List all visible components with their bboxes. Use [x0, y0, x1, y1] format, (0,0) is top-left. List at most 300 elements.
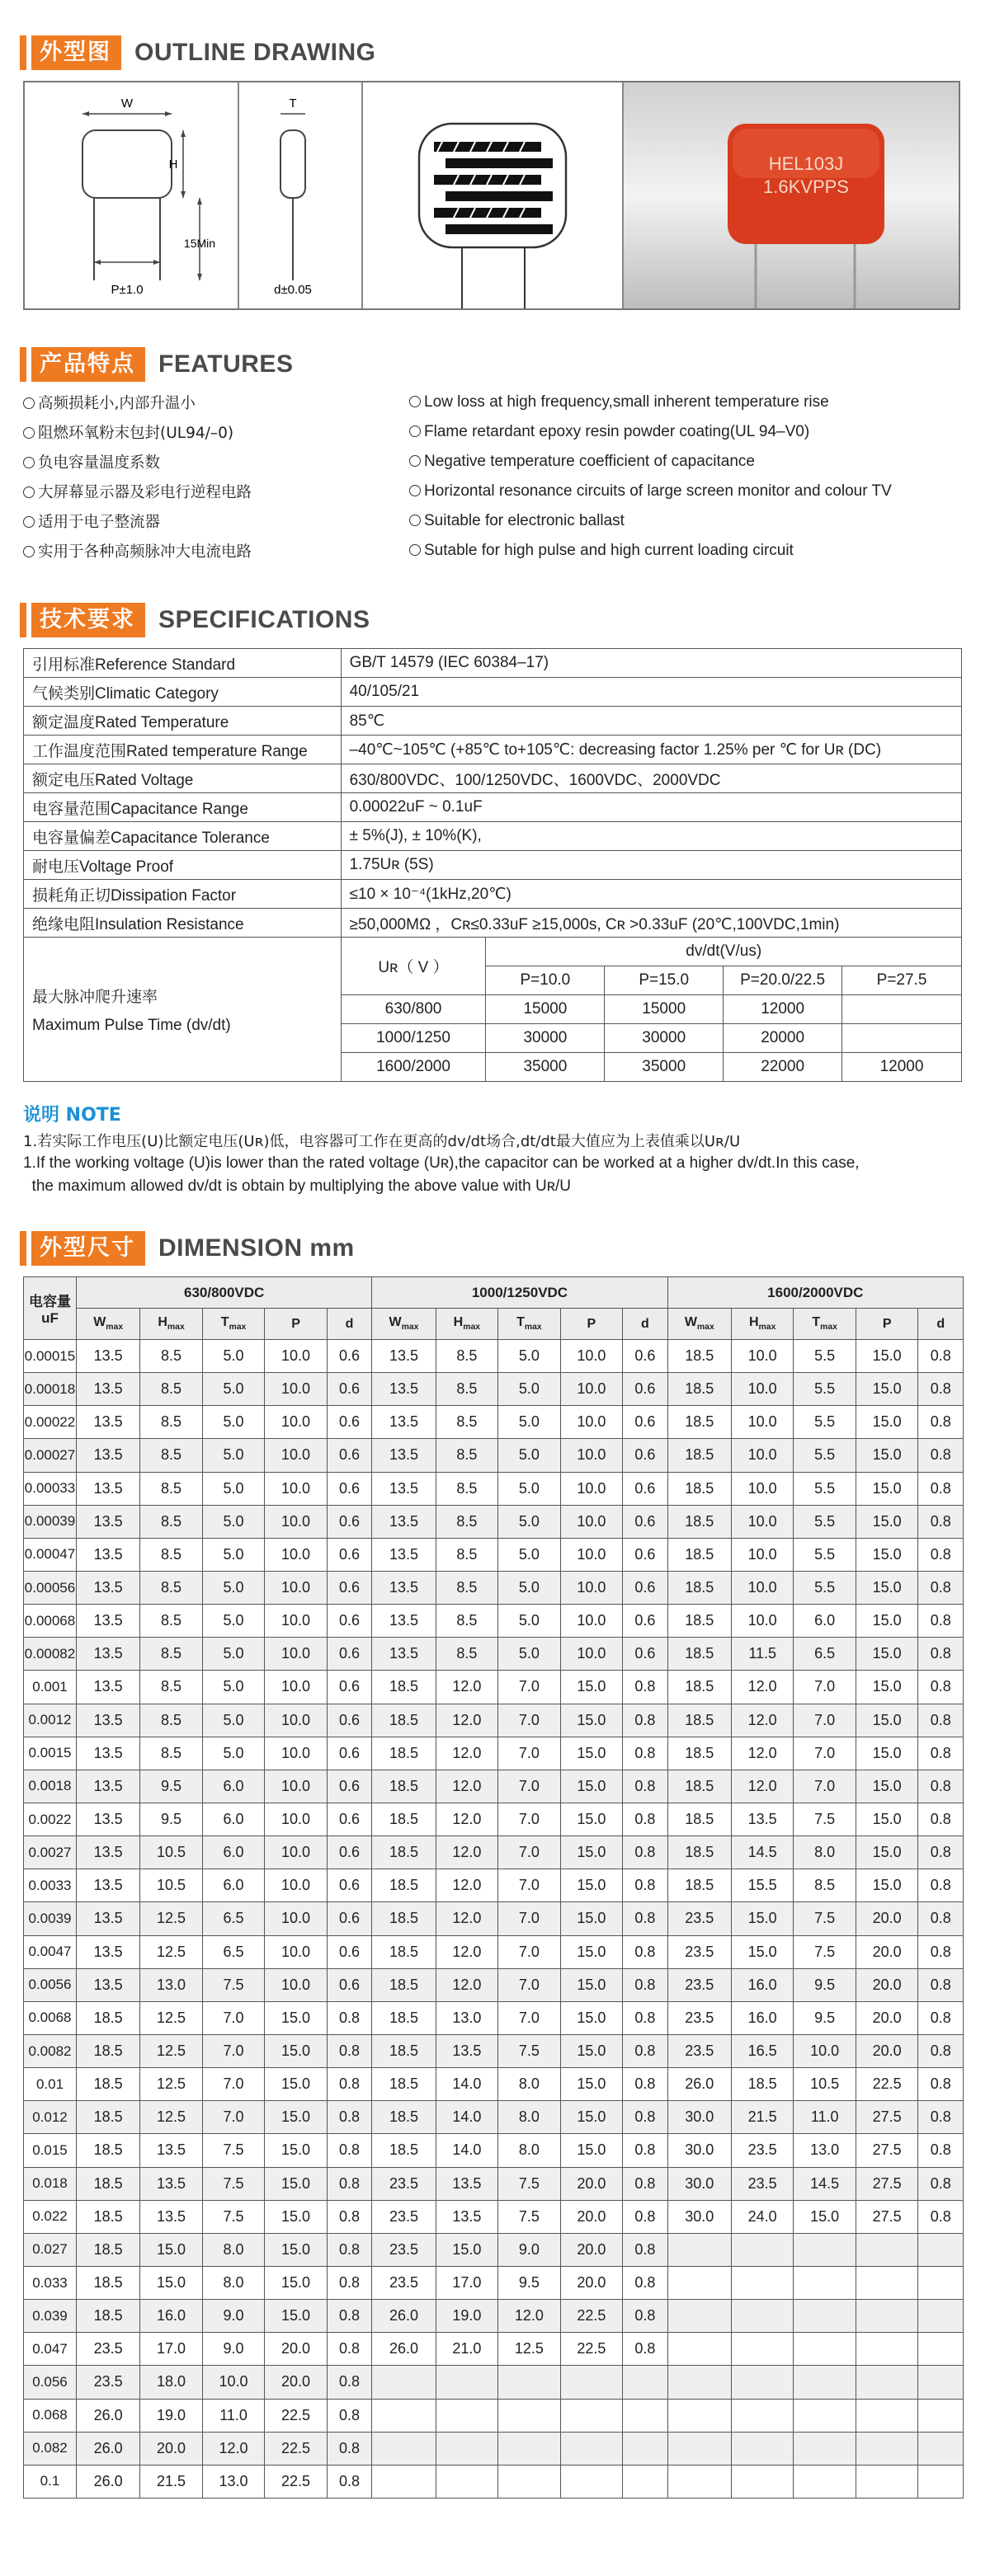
- dim-cell: 10.0: [202, 2366, 265, 2399]
- dim-cell: 22.5: [560, 2333, 623, 2366]
- dim-cell: 0.6: [327, 1836, 372, 1869]
- capacitance-cell: 0.00047: [24, 1538, 77, 1571]
- dim-cell: 15.0: [560, 2101, 623, 2134]
- dim-cell: 10.0: [265, 1605, 328, 1638]
- dim-cell: 8.5: [140, 1605, 203, 1638]
- dim-cell: 0.6: [623, 1571, 668, 1604]
- ur-value: 1000/1250: [341, 1024, 486, 1053]
- dim-cell: 7.0: [498, 1704, 561, 1737]
- dim-cell: 0.8: [623, 2167, 668, 2200]
- dim-cell: [731, 2399, 794, 2432]
- dim-cell: 13.5: [77, 1505, 140, 1538]
- dim-cell: 15.0: [560, 2134, 623, 2167]
- voltage-group-head: 630/800VDC: [77, 1277, 372, 1309]
- dim-cell: [856, 2300, 918, 2333]
- table-row: [24, 2366, 964, 2399]
- side-view-drawing: [239, 82, 363, 308]
- dim-cell: 20.0: [560, 2200, 623, 2233]
- dim-cell: 16.0: [731, 1968, 794, 2001]
- spec-label: 损耗角正切Dissipation Factor: [24, 880, 342, 909]
- bullet-circle-icon: [23, 487, 35, 498]
- dim-cell: 0.6: [623, 1505, 668, 1538]
- table-row: [24, 1836, 964, 1869]
- dim-cell: 0.8: [623, 1968, 668, 2001]
- dvdt-value: [842, 995, 962, 1024]
- dim-cell: 10.0: [265, 1406, 328, 1439]
- dim-cell: 0.6: [327, 1538, 372, 1571]
- dim-cell: 7.0: [794, 1704, 856, 1737]
- capacitance-cell: 0.00068: [24, 1605, 77, 1638]
- dim-cell: 13.5: [140, 2200, 203, 2233]
- dim-cell: 7.0: [202, 2068, 265, 2101]
- spec-row: [24, 649, 962, 678]
- dim-cell: [731, 2233, 794, 2266]
- dim-cell: 18.5: [667, 1704, 731, 1737]
- dim-cell: 15.0: [856, 1605, 918, 1638]
- dim-cell: 0.8: [327, 2432, 372, 2465]
- dvdt-value: 15000: [605, 995, 724, 1024]
- feature-row: [23, 506, 964, 536]
- capacitance-cell: 0.00033: [24, 1472, 77, 1505]
- feature-cn: [23, 421, 409, 443]
- dim-cell: 20.0: [265, 2333, 328, 2366]
- spec-value: 0.00022uF ~ 0.1uF: [341, 793, 961, 822]
- dim-cell: 8.5: [436, 1340, 498, 1373]
- dim-cell: 13.5: [77, 1737, 140, 1770]
- bullet-circle-icon: [23, 427, 35, 439]
- dim-cell: 12.5: [140, 1902, 203, 1935]
- table-row: [24, 1571, 964, 1604]
- dim-cell: 0.8: [918, 2200, 964, 2233]
- dim-cell: 10.0: [560, 1439, 623, 1472]
- dim-cell: 21.5: [140, 2465, 203, 2498]
- dim-cell: 0.6: [623, 1406, 668, 1439]
- spec-label: 气候类别Climatic Category: [24, 678, 342, 707]
- spec-value: 1.75Uʀ (5S): [341, 851, 961, 880]
- dim-cell: 13.5: [77, 1869, 140, 1902]
- spec-label: 工作温度范围Rated temperature Range: [24, 736, 342, 764]
- dim-cell: 0.6: [327, 1605, 372, 1638]
- note-line-cn: 1.若实际工作电压(U)比额定电压(Uʀ)低，电容器可工作在更高的dv/dt场合,dt/dt最大值应为上表值乘以Uʀ/U: [23, 1133, 741, 1150]
- dim-cell: 13.5: [77, 1935, 140, 1968]
- dim-cell: 13.5: [77, 1638, 140, 1671]
- dim-cell: 8.5: [436, 1373, 498, 1406]
- dim-col-head: d: [327, 1309, 372, 1340]
- feature-cn: [23, 540, 409, 562]
- dim-cell: 12.0: [436, 1770, 498, 1803]
- dim-cell: [667, 2333, 731, 2366]
- dim-cell: 5.0: [202, 1737, 265, 1770]
- feature-row: [23, 536, 964, 566]
- dim-cell: 23.5: [731, 2134, 794, 2167]
- front-view-drawing: [25, 82, 239, 308]
- dim-cell: 0.8: [918, 1968, 964, 2001]
- dim-cell: 15.0: [560, 2068, 623, 2101]
- spec-value: GB/T 14579 (IEC 60384–17): [341, 649, 961, 678]
- table-row: [24, 2134, 964, 2167]
- dim-cell: 23.5: [667, 1968, 731, 2001]
- dim-cell: [856, 2233, 918, 2266]
- bullet-circle-icon: [409, 455, 421, 467]
- dim-cell: 0.8: [623, 1902, 668, 1935]
- capacitance-cell: 0.047: [24, 2333, 77, 2366]
- dim-cell: 5.0: [202, 1472, 265, 1505]
- dim-cell: 21.5: [731, 2101, 794, 2134]
- dim-col-sub: max: [696, 1323, 714, 1333]
- dim-col-letter: W: [93, 1315, 106, 1330]
- capacitance-cell: 0.00015: [24, 1340, 77, 1373]
- dim-cell: [436, 2366, 498, 2399]
- table-row: [24, 2101, 964, 2134]
- dim-col-letter: W: [389, 1315, 402, 1330]
- capacitance-cell: 0.00027: [24, 1439, 77, 1472]
- dim-cell: 12.0: [436, 1836, 498, 1869]
- dim-cell: 8.5: [140, 1671, 203, 1704]
- dim-col-letter: H: [158, 1315, 167, 1330]
- spec-value: ≤10 × 10⁻⁴(1kHz,20℃): [341, 880, 961, 909]
- dim-cell: 13.5: [77, 1968, 140, 2001]
- table-row: [24, 1406, 964, 1439]
- dim-cell: 10.0: [265, 1803, 328, 1836]
- dim-cell: 18.5: [372, 2134, 436, 2167]
- ur-value: 1600/2000: [341, 1053, 486, 1082]
- dvdt-value: 35000: [486, 1053, 605, 1082]
- dim-cell: 18.5: [667, 1439, 731, 1472]
- table-row: [24, 2266, 964, 2299]
- dim-cell: 0.8: [623, 2068, 668, 2101]
- dim-col-sub: max: [106, 1323, 124, 1333]
- dim-cell: 14.0: [436, 2101, 498, 2134]
- pulse-label: [24, 938, 342, 1082]
- feature-en: [409, 393, 964, 411]
- bullet-circle-icon: [23, 546, 35, 557]
- dvdt-value: 20000: [724, 1024, 842, 1053]
- dim-cell: 8.5: [140, 1373, 203, 1406]
- dim-cell: [794, 2333, 856, 2366]
- header-accent-bar: [20, 603, 26, 637]
- dim-cell: [623, 2465, 668, 2498]
- dim-cell: 12.0: [436, 1671, 498, 1704]
- dim-cell: 0.8: [918, 2101, 964, 2134]
- dim-cell: 10.0: [265, 1505, 328, 1538]
- dim-cell: [794, 2432, 856, 2465]
- dim-cell: 8.0: [498, 2068, 561, 2101]
- dim-cell: 13.0: [794, 2134, 856, 2167]
- dim-cell: 15.5: [731, 1869, 794, 1902]
- dim-cell: 0.8: [918, 1439, 964, 1472]
- dim-cell: 15.0: [856, 1836, 918, 1869]
- dim-cell: 22.5: [560, 2300, 623, 2333]
- feature-cn-text: 阻燃环氧粉末包封(UL94/–0): [38, 425, 234, 442]
- dim-col-letter: H: [748, 1315, 759, 1330]
- spec-label: 绝缘电阻Insulation Resistance: [24, 909, 342, 938]
- dim-cell: [667, 2432, 731, 2465]
- dim-cell: 0.8: [918, 1373, 964, 1406]
- dim-cell: 7.0: [498, 1803, 561, 1836]
- dim-cell: 8.0: [498, 2134, 561, 2167]
- dim-cell: 0.8: [327, 2233, 372, 2266]
- dim-cell: 10.0: [560, 1505, 623, 1538]
- dim-col-head: [202, 1309, 265, 1340]
- dim-cell: 18.5: [372, 1968, 436, 2001]
- dim-cell: 0.8: [918, 1472, 964, 1505]
- dim-col-head: P: [560, 1309, 623, 1340]
- dim-cell: [731, 2266, 794, 2299]
- dim-cell: [731, 2432, 794, 2465]
- dim-cell: 13.5: [77, 1439, 140, 1472]
- dim-cell: 22.5: [265, 2432, 328, 2465]
- dim-col-head: [140, 1309, 203, 1340]
- dim-cell: 20.0: [856, 2034, 918, 2067]
- dim-cell: 30.0: [667, 2134, 731, 2167]
- capacitance-cell: 0.068: [24, 2399, 77, 2432]
- dim-cell: 18.5: [372, 1704, 436, 1737]
- dim-cell: 0.8: [918, 1803, 964, 1836]
- dim-cell: 15.0: [265, 2034, 328, 2067]
- h-label: H: [168, 157, 178, 172]
- capacitance-cell: 0.0068: [24, 2001, 77, 2034]
- dim-col-letter: W: [684, 1315, 697, 1330]
- dim-cell: 12.0: [498, 2300, 561, 2333]
- dim-cell: 21.0: [436, 2333, 498, 2366]
- dim-cell: 8.5: [436, 1571, 498, 1604]
- t-label: T: [289, 96, 297, 110]
- dim-cell: 10.0: [265, 1340, 328, 1373]
- feature-row: [23, 477, 964, 506]
- dim-col-sub: max: [758, 1323, 776, 1333]
- dim-cell: 15.0: [560, 1968, 623, 2001]
- dim-cell: 0.8: [918, 1935, 964, 1968]
- dimension-header-en: DIMENSION mm: [158, 1234, 355, 1262]
- table-row: [24, 1902, 964, 1935]
- capacitance-cell: 0.033: [24, 2266, 77, 2299]
- dim-cell: 10.5: [794, 2068, 856, 2101]
- pulse-row: [24, 938, 962, 966]
- dim-cell: 13.5: [77, 1803, 140, 1836]
- dim-cell: [918, 2465, 964, 2498]
- table-row: [24, 2233, 964, 2266]
- dim-col-head: [667, 1309, 731, 1340]
- dim-cell: 18.5: [667, 1571, 731, 1604]
- dim-cell: 0.6: [327, 1373, 372, 1406]
- capacitance-cell: 0.012: [24, 2101, 77, 2134]
- dim-cell: 12.0: [731, 1704, 794, 1737]
- dimension-header-cn: 外型尺寸: [31, 1231, 145, 1266]
- dim-cell: 8.5: [436, 1605, 498, 1638]
- dim-cell: 0.6: [327, 1935, 372, 1968]
- dim-cell: 8.5: [140, 1704, 203, 1737]
- dim-cell: 0.8: [918, 1638, 964, 1671]
- dim-cell: 7.0: [498, 2001, 561, 2034]
- dim-cell: 0.8: [918, 1737, 964, 1770]
- dim-col-sub: max: [167, 1323, 185, 1333]
- dim-cell: 5.0: [202, 1538, 265, 1571]
- dim-cell: 18.5: [667, 1638, 731, 1671]
- dim-cell: 15.0: [856, 1869, 918, 1902]
- feature-en-text: Low loss at high frequency,small inherent temperature rise: [424, 393, 829, 411]
- dim-cell: 0.6: [327, 1803, 372, 1836]
- dim-cell: 13.5: [436, 2034, 498, 2067]
- dim-col-head: [372, 1309, 436, 1340]
- dim-cell: 30.0: [667, 2167, 731, 2200]
- bullet-circle-icon: [409, 515, 421, 526]
- dim-cell: 8.5: [140, 1472, 203, 1505]
- dim-cell: [794, 2300, 856, 2333]
- capacitance-cell: 0.00018: [24, 1373, 77, 1406]
- specs-header-en: SPECIFICATIONS: [158, 606, 370, 633]
- dim-cell: 0.8: [327, 2266, 372, 2299]
- dim-cell: 6.0: [202, 1836, 265, 1869]
- table-row: [24, 1737, 964, 1770]
- dim-cell: 0.8: [918, 2068, 964, 2101]
- dim-cell: 6.0: [202, 1803, 265, 1836]
- dim-cell: 10.0: [265, 1538, 328, 1571]
- dim-cell: 7.5: [498, 2167, 561, 2200]
- capacitance-cell: 0.00082: [24, 1638, 77, 1671]
- dim-col-sub: max: [524, 1323, 542, 1333]
- dim-cell: 15.0: [140, 2266, 203, 2299]
- dim-cell: [856, 2333, 918, 2366]
- dim-cell: 23.5: [372, 2167, 436, 2200]
- table-row: [24, 2034, 964, 2067]
- dim-cell: 10.0: [265, 1737, 328, 1770]
- dim-cell: 26.0: [77, 2465, 140, 2498]
- dim-cell: 10.0: [265, 1472, 328, 1505]
- dim-cell: 9.5: [140, 1803, 203, 1836]
- dim-cell: 12.0: [436, 1803, 498, 1836]
- dim-cell: [372, 2465, 436, 2498]
- dim-cell: 9.5: [498, 2266, 561, 2299]
- internal-structure-svg: [363, 82, 622, 308]
- dim-col-head: [794, 1309, 856, 1340]
- table-row: [24, 2200, 964, 2233]
- dim-cell: 10.0: [560, 1638, 623, 1671]
- capacitance-cell: 0.00056: [24, 1571, 77, 1604]
- photo-text-1: HEL103J: [768, 153, 844, 174]
- dim-cell: 7.0: [498, 1737, 561, 1770]
- dim-col-head: d: [623, 1309, 668, 1340]
- dvdt-value: 30000: [486, 1024, 605, 1053]
- dim-cell: 18.5: [77, 2034, 140, 2067]
- dvdt-value: 35000: [605, 1053, 724, 1082]
- dim-cell: [498, 2465, 561, 2498]
- dvdt-head: dv/dt(V/us): [486, 938, 962, 966]
- capacitance-cell: 0.00022: [24, 1406, 77, 1439]
- capacitance-cell: 0.0027: [24, 1836, 77, 1869]
- dim-cell: 5.0: [202, 1671, 265, 1704]
- pitch-head: P=15.0: [605, 966, 724, 995]
- dim-cell: 18.5: [77, 2068, 140, 2101]
- dim-cell: 0.8: [623, 2034, 668, 2067]
- dim-cell: 15.0: [856, 1803, 918, 1836]
- dim-cell: [731, 2366, 794, 2399]
- dim-cell: [498, 2399, 561, 2432]
- dim-cell: 13.5: [436, 2167, 498, 2200]
- table-row: [24, 1968, 964, 2001]
- dim-cell: 20.0: [560, 2167, 623, 2200]
- dim-cell: 10.5: [140, 1869, 203, 1902]
- dim-cell: 10.0: [731, 1373, 794, 1406]
- dim-col-head: [731, 1309, 794, 1340]
- dim-cell: 9.5: [794, 2001, 856, 2034]
- dim-cell: 15.0: [560, 1902, 623, 1935]
- dvdt-value: 15000: [486, 995, 605, 1024]
- dim-cell: 0.8: [623, 2101, 668, 2134]
- dim-col-head: d: [918, 1309, 964, 1340]
- dim-cell: 10.0: [265, 1968, 328, 2001]
- dim-cell: 0.8: [918, 1340, 964, 1373]
- dim-cell: 0.6: [327, 1704, 372, 1737]
- dim-cell: [731, 2465, 794, 2498]
- pitch-head: P=20.0/22.5: [724, 966, 842, 995]
- dim-cell: 18.5: [77, 2200, 140, 2233]
- dim-cell: 12.0: [436, 1869, 498, 1902]
- dim-cell: 12.5: [140, 2068, 203, 2101]
- dim-cell: 5.5: [794, 1439, 856, 1472]
- dim-cell: [498, 2366, 561, 2399]
- dim-cell: 15.0: [436, 2233, 498, 2266]
- dim-cell: [856, 2399, 918, 2432]
- dim-cell: 0.8: [327, 2399, 372, 2432]
- bullet-circle-icon: [23, 457, 35, 468]
- dim-cell: 13.5: [77, 1770, 140, 1803]
- dim-cell: 12.0: [731, 1770, 794, 1803]
- dim-cell: 9.0: [202, 2333, 265, 2366]
- dim-cell: 8.5: [436, 1472, 498, 1505]
- dim-cell: 0.8: [918, 1704, 964, 1737]
- dim-cell: [372, 2366, 436, 2399]
- dim-cell: 18.5: [372, 2101, 436, 2134]
- dim-cell: 18.5: [667, 1605, 731, 1638]
- dim-cell: 5.0: [498, 1472, 561, 1505]
- dim-cell: 23.5: [667, 2034, 731, 2067]
- dim-cell: 15.0: [856, 1770, 918, 1803]
- dim-cell: 18.5: [372, 1770, 436, 1803]
- dim-cell: 0.6: [327, 1439, 372, 1472]
- dim-cell: 13.5: [77, 1671, 140, 1704]
- dim-cell: 8.5: [140, 1571, 203, 1604]
- dvdt-value: 12000: [842, 1053, 962, 1082]
- capacitance-cell: 0.039: [24, 2300, 77, 2333]
- side-view-svg: [239, 82, 361, 308]
- dim-cell: 26.0: [372, 2333, 436, 2366]
- dim-cell: 14.5: [731, 1836, 794, 1869]
- dim-cell: 6.0: [202, 1869, 265, 1902]
- dim-cell: 27.5: [856, 2134, 918, 2167]
- dim-cell: 16.0: [140, 2300, 203, 2333]
- dim-cell: 5.0: [498, 1638, 561, 1671]
- dim-cell: 10.0: [265, 1704, 328, 1737]
- capacitance-head-unit: uF: [41, 1310, 59, 1326]
- dim-cell: 23.5: [667, 1902, 731, 1935]
- dim-cell: 10.0: [265, 1671, 328, 1704]
- dimension-header: [20, 1230, 355, 1267]
- table-row: [24, 2068, 964, 2101]
- dim-cell: 14.5: [794, 2167, 856, 2200]
- dim-cell: [560, 2399, 623, 2432]
- dim-cell: 7.0: [498, 1836, 561, 1869]
- dim-cell: 23.5: [372, 2200, 436, 2233]
- spec-row: [24, 851, 962, 880]
- table-row: [24, 1671, 964, 1704]
- dim-col-head: [498, 1309, 561, 1340]
- dim-cell: 18.5: [372, 1803, 436, 1836]
- dim-cell: 19.0: [436, 2300, 498, 2333]
- dim-cell: 10.0: [265, 1439, 328, 1472]
- dim-cell: [623, 2432, 668, 2465]
- dim-cell: 10.0: [560, 1340, 623, 1373]
- dim-cell: 13.5: [372, 1538, 436, 1571]
